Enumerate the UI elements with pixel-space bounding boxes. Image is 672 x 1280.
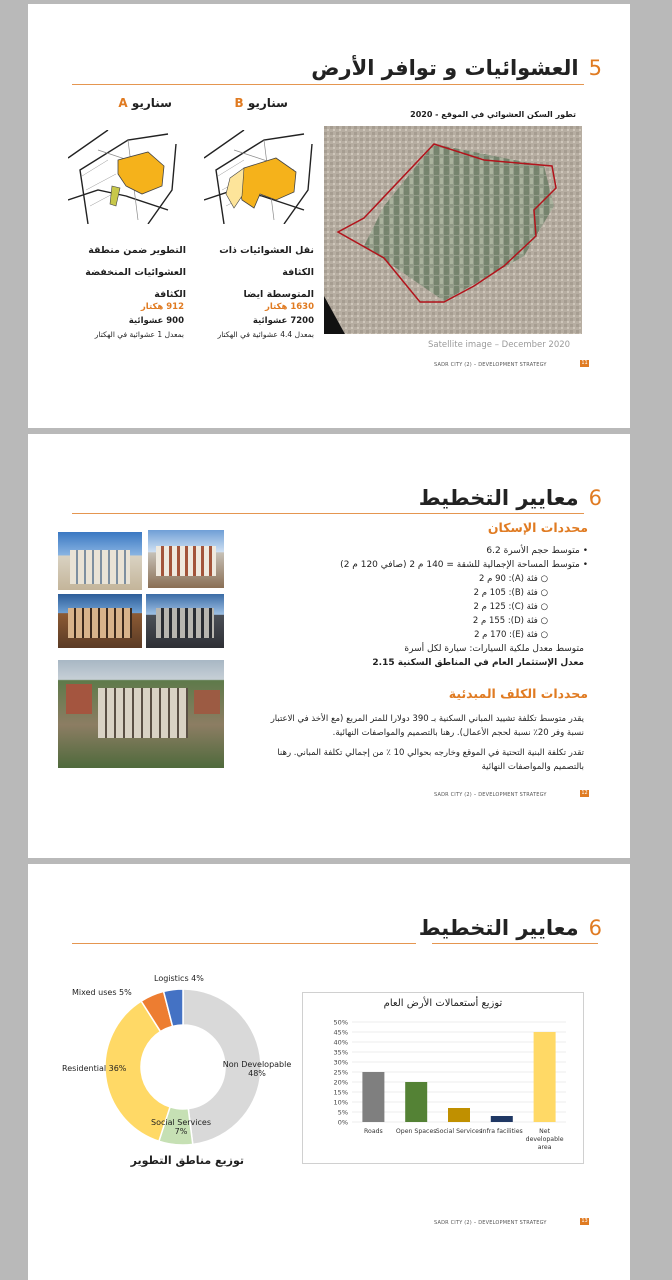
y-tick-label: 45% <box>333 1028 348 1037</box>
slide-title: 6معايير التخطيط <box>418 916 602 940</box>
y-tick-label: 20% <box>333 1078 348 1087</box>
footer: SADR CITY (2) – DEVELOPMENT STRATEGY <box>434 1220 547 1226</box>
housing-heading: محددات الإسكان <box>487 520 588 535</box>
footer: SADR CITY (2) – DEVELOPMENT STRATEGY <box>434 362 547 368</box>
slide-11 <box>28 4 630 428</box>
x-tick-label: Roads <box>364 1128 383 1135</box>
x-tick-label: Net <box>539 1128 551 1135</box>
unit-type: ○ فئة (D): 155 م 2 <box>472 616 548 626</box>
scenario-a-stats: 912 هكتار 900 عشوائية بمعدل 1 عشوائية في الهكتار <box>94 302 184 339</box>
scenario-b-map <box>204 130 314 224</box>
x-tick-label: developable <box>525 1136 564 1143</box>
unit-type: ○ فئة (B): 105 م 2 <box>473 588 548 598</box>
page-number: 12 <box>581 790 588 796</box>
scenario-b-heading: سناريو B <box>234 96 288 110</box>
scenario-b-stats: 1630 هكتار 7200 عشوائية بمعدل 4.4 عشوائية في الهكتار <box>217 302 314 339</box>
bar-0 <box>362 1072 384 1122</box>
title-rule <box>72 84 584 85</box>
x-tick-label: Social Services <box>435 1128 483 1135</box>
housing-item: • متوسط المساحة الإجمالية للشقة = 140 م 2 (صافي 120 م 2) <box>340 560 588 570</box>
car-ownership: متوسط معدل ملكية السيارات: سيارة لكل أسرة <box>404 644 584 654</box>
land-use-bar-chart <box>302 992 584 1164</box>
footer: SADR CITY (2) – DEVELOPMENT STRATEGY <box>434 792 547 798</box>
x-tick-label: Open Spaces <box>395 1128 437 1135</box>
housing-list <box>248 544 588 670</box>
y-tick-label: 30% <box>333 1058 348 1067</box>
slide-title: 5العشوائيات و توافر الأرض <box>311 56 602 80</box>
building-photo-1 <box>58 532 142 590</box>
unit-type: ○ فئة (C): 125 م 2 <box>473 602 548 612</box>
y-tick-label: 10% <box>333 1098 348 1107</box>
bar-2 <box>448 1108 470 1122</box>
unit-type: ○ فئة (E): 170 م 2 <box>474 630 548 640</box>
donut-label-mixed: Mixed uses 5% <box>72 988 132 997</box>
donut-label-logistics: Logistics 4% <box>154 974 204 983</box>
floor-area-ratio: معدل الإستثمار العام في المناطق السكنية 2.15 <box>372 658 584 668</box>
y-tick-label: 35% <box>333 1048 348 1057</box>
page-number: 13 <box>581 1218 588 1224</box>
y-tick-label: 5% <box>337 1108 348 1117</box>
page-number: 11 <box>581 360 588 366</box>
bar-4 <box>534 1032 556 1122</box>
y-tick-label: 50% <box>333 1018 348 1027</box>
cost-heading: محددات الكلف المبدئية <box>448 686 588 701</box>
y-tick-label: 0% <box>337 1118 348 1127</box>
y-tick-label: 15% <box>333 1088 348 1097</box>
building-photo-3 <box>58 594 142 648</box>
bar-3 <box>491 1116 513 1122</box>
y-tick-label: 40% <box>333 1038 348 1047</box>
y-tick-label: 25% <box>333 1068 348 1077</box>
title-rule-left <box>72 943 416 944</box>
donut-caption: توزيع مناطق التطوير <box>130 1154 244 1167</box>
bar-1 <box>405 1082 427 1122</box>
cost-paragraph-2: تقدر تكلفة البنية التحتية في الموقع وخارجه بحوالي 10 ٪ من إجمالي تكلفة المباني. رهنا بالتصميم والمواصفات النهائية <box>277 748 584 772</box>
x-tick-label: Infra facilities <box>480 1128 523 1135</box>
aerial-photo <box>58 660 224 768</box>
scenario-a-description: التطوير ضمن منطقة العشوائيات المنخفضة الكثافة <box>85 245 186 300</box>
housing-item: • متوسط حجم الأسرة 6.2 <box>486 546 588 556</box>
building-photo-4 <box>146 594 224 648</box>
building-photo-2 <box>148 530 224 588</box>
donut-label-social: Social Services 7% <box>151 1118 211 1136</box>
slide-13 <box>28 864 630 1280</box>
slide-title: 6معايير التخطيط <box>418 486 602 510</box>
title-rule-right <box>432 943 598 944</box>
slide-12 <box>28 434 630 858</box>
title-rule <box>72 513 584 514</box>
scenario-b-description: نقل العشوائيات ذات الكثافة المتوسطة ايضا <box>219 245 314 300</box>
unit-type: ○ فئة (A): 90 م 2 <box>479 574 548 584</box>
bar-chart-title: توزيع أستعمالات الأرض العام <box>383 998 503 1009</box>
donut-label-nondev: Non Developable 48% <box>222 1060 292 1078</box>
satellite-title: تطور السكن العشوائي في الموقع - 2020 <box>410 110 576 119</box>
scenario-a-heading: سناريو A <box>118 96 172 110</box>
scenario-a-map <box>68 130 178 224</box>
cost-paragraph-1: يقدر متوسط تكلفة تشييد المباني السكنية بـ 390 دولارا للمتر المربع (مع الأخذ في الاعتبار نسبة وفر 20٪ نسبة لحجم الأعمال). رهنا بالتصميم والمواصفات النهائية. <box>270 714 584 738</box>
satellite-caption: Satellite image – December 2020 <box>428 340 571 350</box>
satellite-image <box>324 126 582 334</box>
donut-label-residential: Residential 36% <box>62 1064 127 1073</box>
x-tick-label: area <box>537 1144 552 1151</box>
